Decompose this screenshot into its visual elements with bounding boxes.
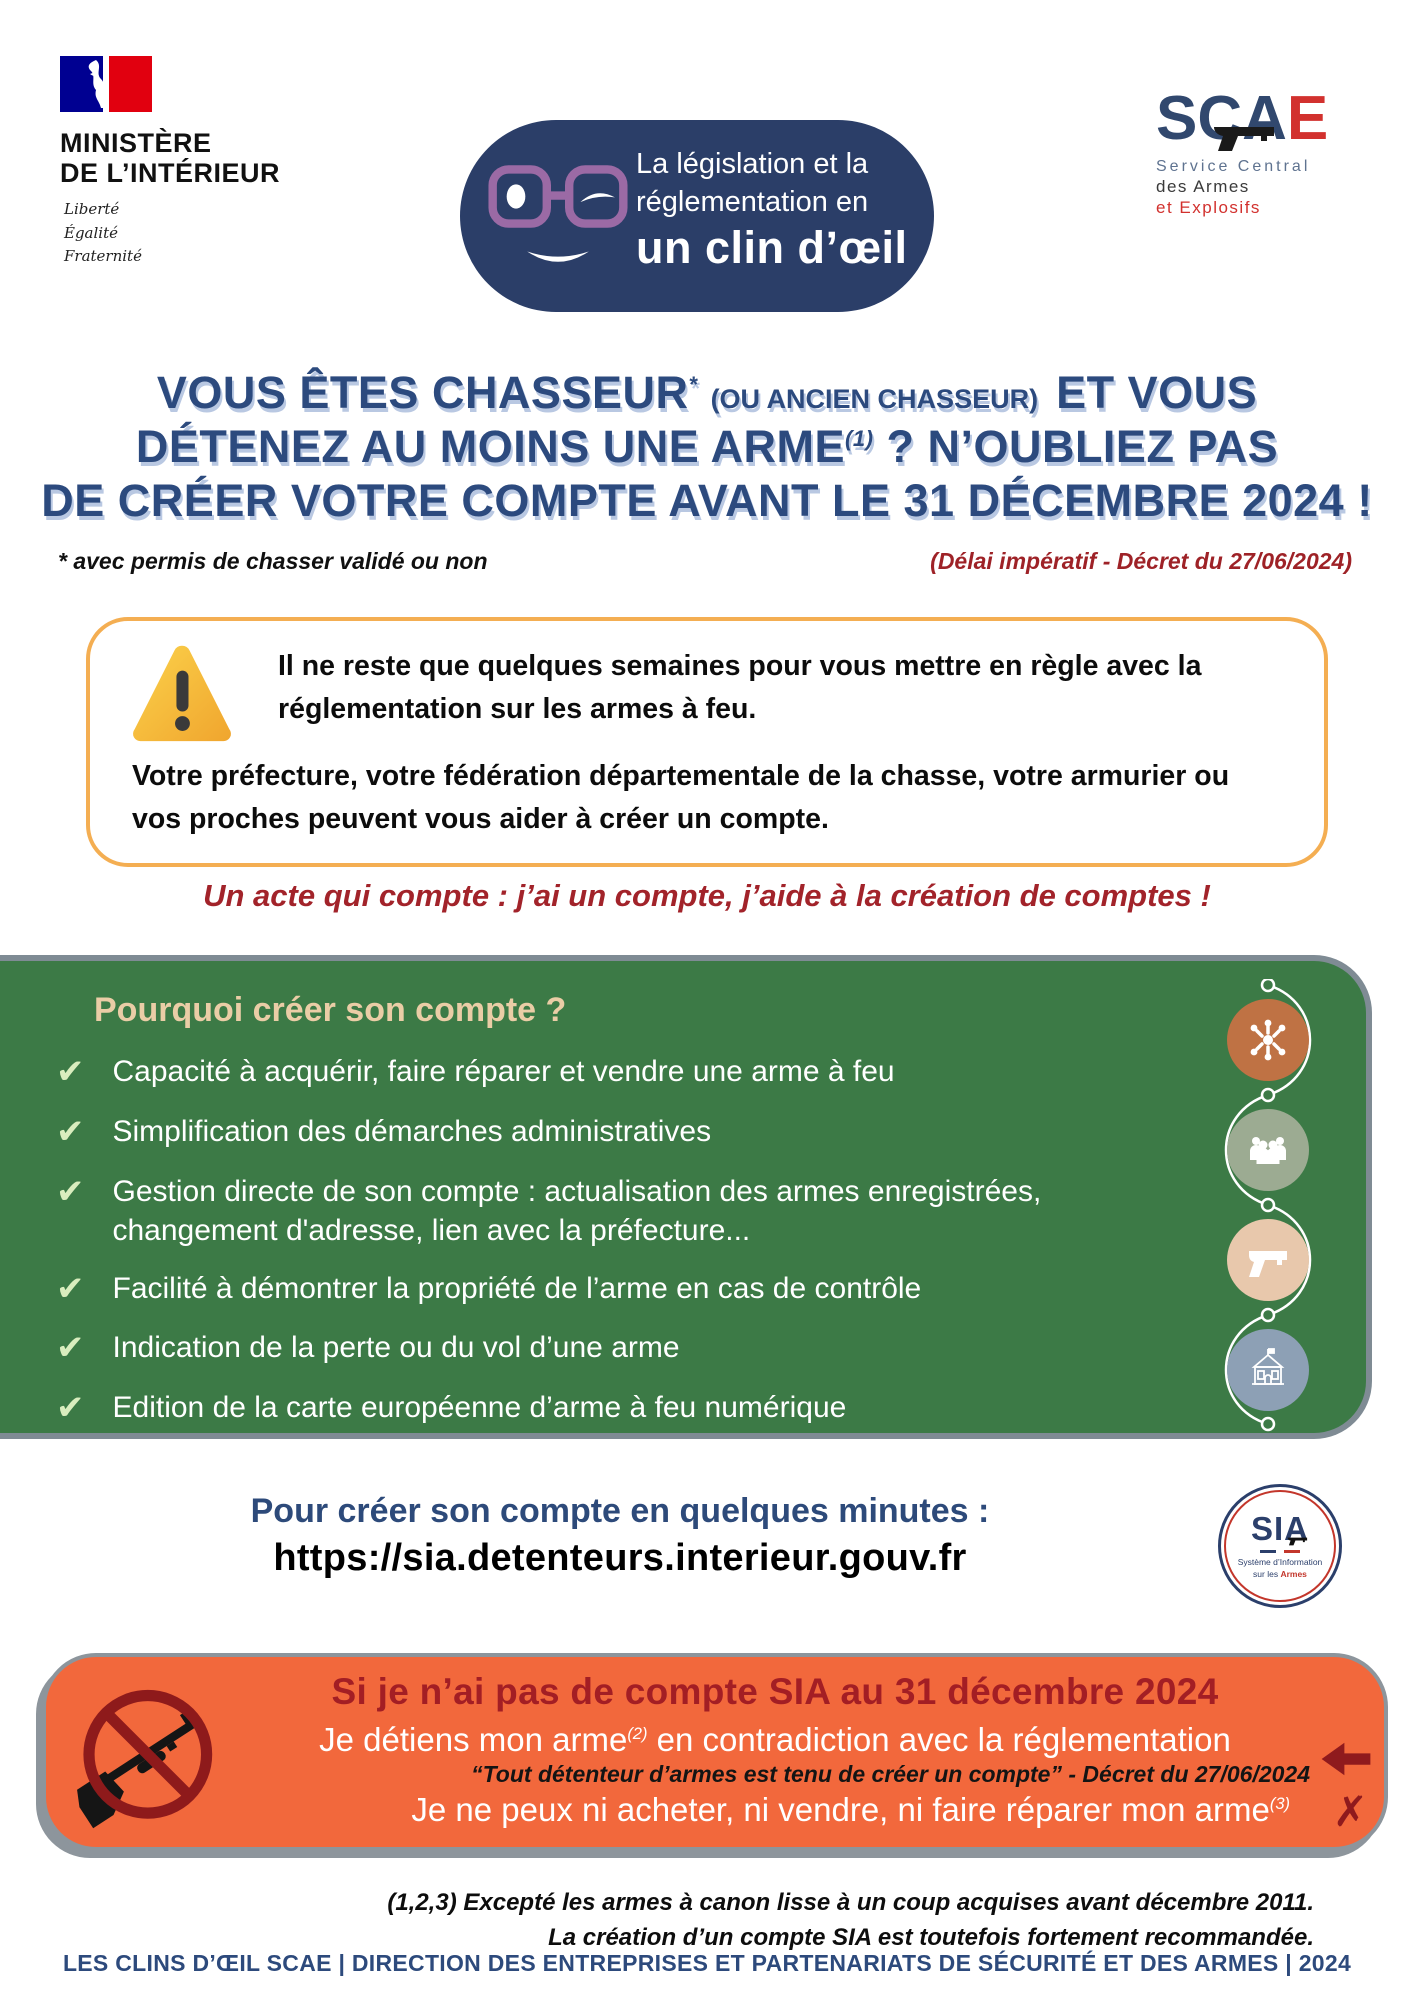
clin-doeil-badge: [460, 120, 934, 312]
benefit-item: ✔ Facilité à démontrer la propriété de l’arme en cas de contrôle: [56, 1268, 922, 1309]
decree-note: (Délai impératif - Décret du 27/06/2024): [930, 548, 1352, 574]
cta-text: Pour créer son compte en quelques minutes :: [250, 1492, 990, 1530]
deadline-line-1: Je détiens mon arme$^{(2)}$ en contradiction avec la réglementation: [319, 1721, 1231, 1758]
footer-credit: LES CLINS D’ŒIL SCAE | DIRECTION DES ENTREPRISES ET PARTENARIATS DE SÉCURITÉ ET DES ARMES | 2024: [62, 1950, 1352, 1976]
cross-icon: ✗: [1332, 1787, 1368, 1836]
scae-logo: SCAE Service Central des Armes et Explosifs: [1156, 88, 1366, 218]
badge-text: La législation et la réglementation en un clin d’œil: [636, 148, 908, 274]
sia-logo: SIA Système d’Information sur les Armes: [1218, 1484, 1342, 1608]
benefits-title: Pourquoi créer son compte ?: [94, 991, 567, 1029]
check-icon: ✔: [56, 1171, 85, 1212]
page-title: VOUS ÊTES CHASSEUR* (OU ANCIEN CHASSEUR) ET VOUS DÉTENEZ AU MOINS UNE ARME$^{(1)}$ ? N’OUBLIEZ PAS DE CRÉER VOTRE COMPTE AVANT LE 31 DÉCEMBRE 2024 !: [41, 367, 1373, 526]
check-icon: ✔: [56, 1388, 85, 1429]
warning-box: [86, 617, 1328, 867]
ministry-name: MINISTÈRE DE L’INTÉRIEUR: [60, 128, 281, 188]
benefit-item: ✔ Edition de la carte européenne d’arme à feu numérique: [56, 1388, 847, 1429]
people-icon: [1227, 1109, 1309, 1191]
ministry-logo: [60, 56, 300, 268]
deadline-quote: “Tout détenteur d’armes est tenu de créer un compte” - Décret du 27/06/2024: [471, 1761, 1310, 1787]
benefits-box: [0, 955, 1372, 1439]
benefit-item: ✔ Gestion directe de son compte : actualisation des armes enregistrées, changement d'adresse, lien avec la préfecture...: [56, 1172, 1166, 1250]
check-icon: ✔: [56, 1268, 85, 1309]
warning-triangle-icon: [126, 641, 238, 743]
benefit-item: ✔ Indication de la perte ou du vol d’une arme: [56, 1328, 680, 1369]
warning-text-2: Votre préfecture, votre fédération départementale de la chasse, votre armurier ou vos proches peuvent vous aider à créer un compte.: [132, 760, 1230, 835]
deadline-title: Si je n’ai pas de compte SIA au 31 décembre 2024: [331, 1671, 1219, 1712]
check-icon: ✔: [56, 1052, 85, 1092]
building-icon: [1227, 1329, 1309, 1411]
check-icon: ✔: [56, 1111, 85, 1152]
deadline-line-2: Je ne peux ni acheter, ni vendre, ni faire réparer mon arme$^{(3)}$: [411, 1791, 1290, 1828]
check-icon: ✔: [56, 1328, 85, 1369]
french-flag-icon: [60, 56, 152, 112]
deadline-box: [42, 1653, 1388, 1851]
ministry-motto: Liberté Égalité Fraternité: [64, 200, 142, 265]
left-arrow-icon: [1320, 1741, 1372, 1777]
no-rifle-icon: [56, 1661, 234, 1857]
pistol-icon: [1212, 124, 1286, 154]
slogan: Un acte qui compte : j’ai un compte, j’aide à la création de comptes !: [203, 878, 1211, 913]
cta-block: [60, 1492, 1180, 1580]
winking-glasses-icon: [488, 154, 628, 280]
permit-note: * avec permis de chasser validé ou non: [58, 548, 488, 574]
benefit-item: ✔ Capacité à acquérir, faire réparer et vendre une arme à feu: [56, 1052, 895, 1092]
subnotes: [58, 548, 1352, 575]
footnote: (1,2,3) Excepté les armes à canon lisse à un coup acquises avant décembre 2011. La création d’un compte SIA est toutefois fortement recommandée.: [387, 1889, 1314, 1951]
benefits-list: [56, 1052, 1166, 1429]
warning-text-1: Il ne reste que quelques semaines pour vous mettre en règle avec la réglementation sur les armes à feu.: [278, 650, 1202, 725]
sia-url: https://sia.detenteurs.interieur.gouv.fr: [273, 1537, 967, 1579]
hub-icon: [1227, 999, 1309, 1081]
pistol-icon: [1287, 1536, 1311, 1547]
benefit-item: ✔ Simplification des démarches administratives: [56, 1111, 712, 1152]
scae-acronym: SCAE: [1156, 84, 1329, 153]
pistol-icon: [1227, 1219, 1309, 1301]
benefits-icon-timeline: [1198, 979, 1338, 1434]
